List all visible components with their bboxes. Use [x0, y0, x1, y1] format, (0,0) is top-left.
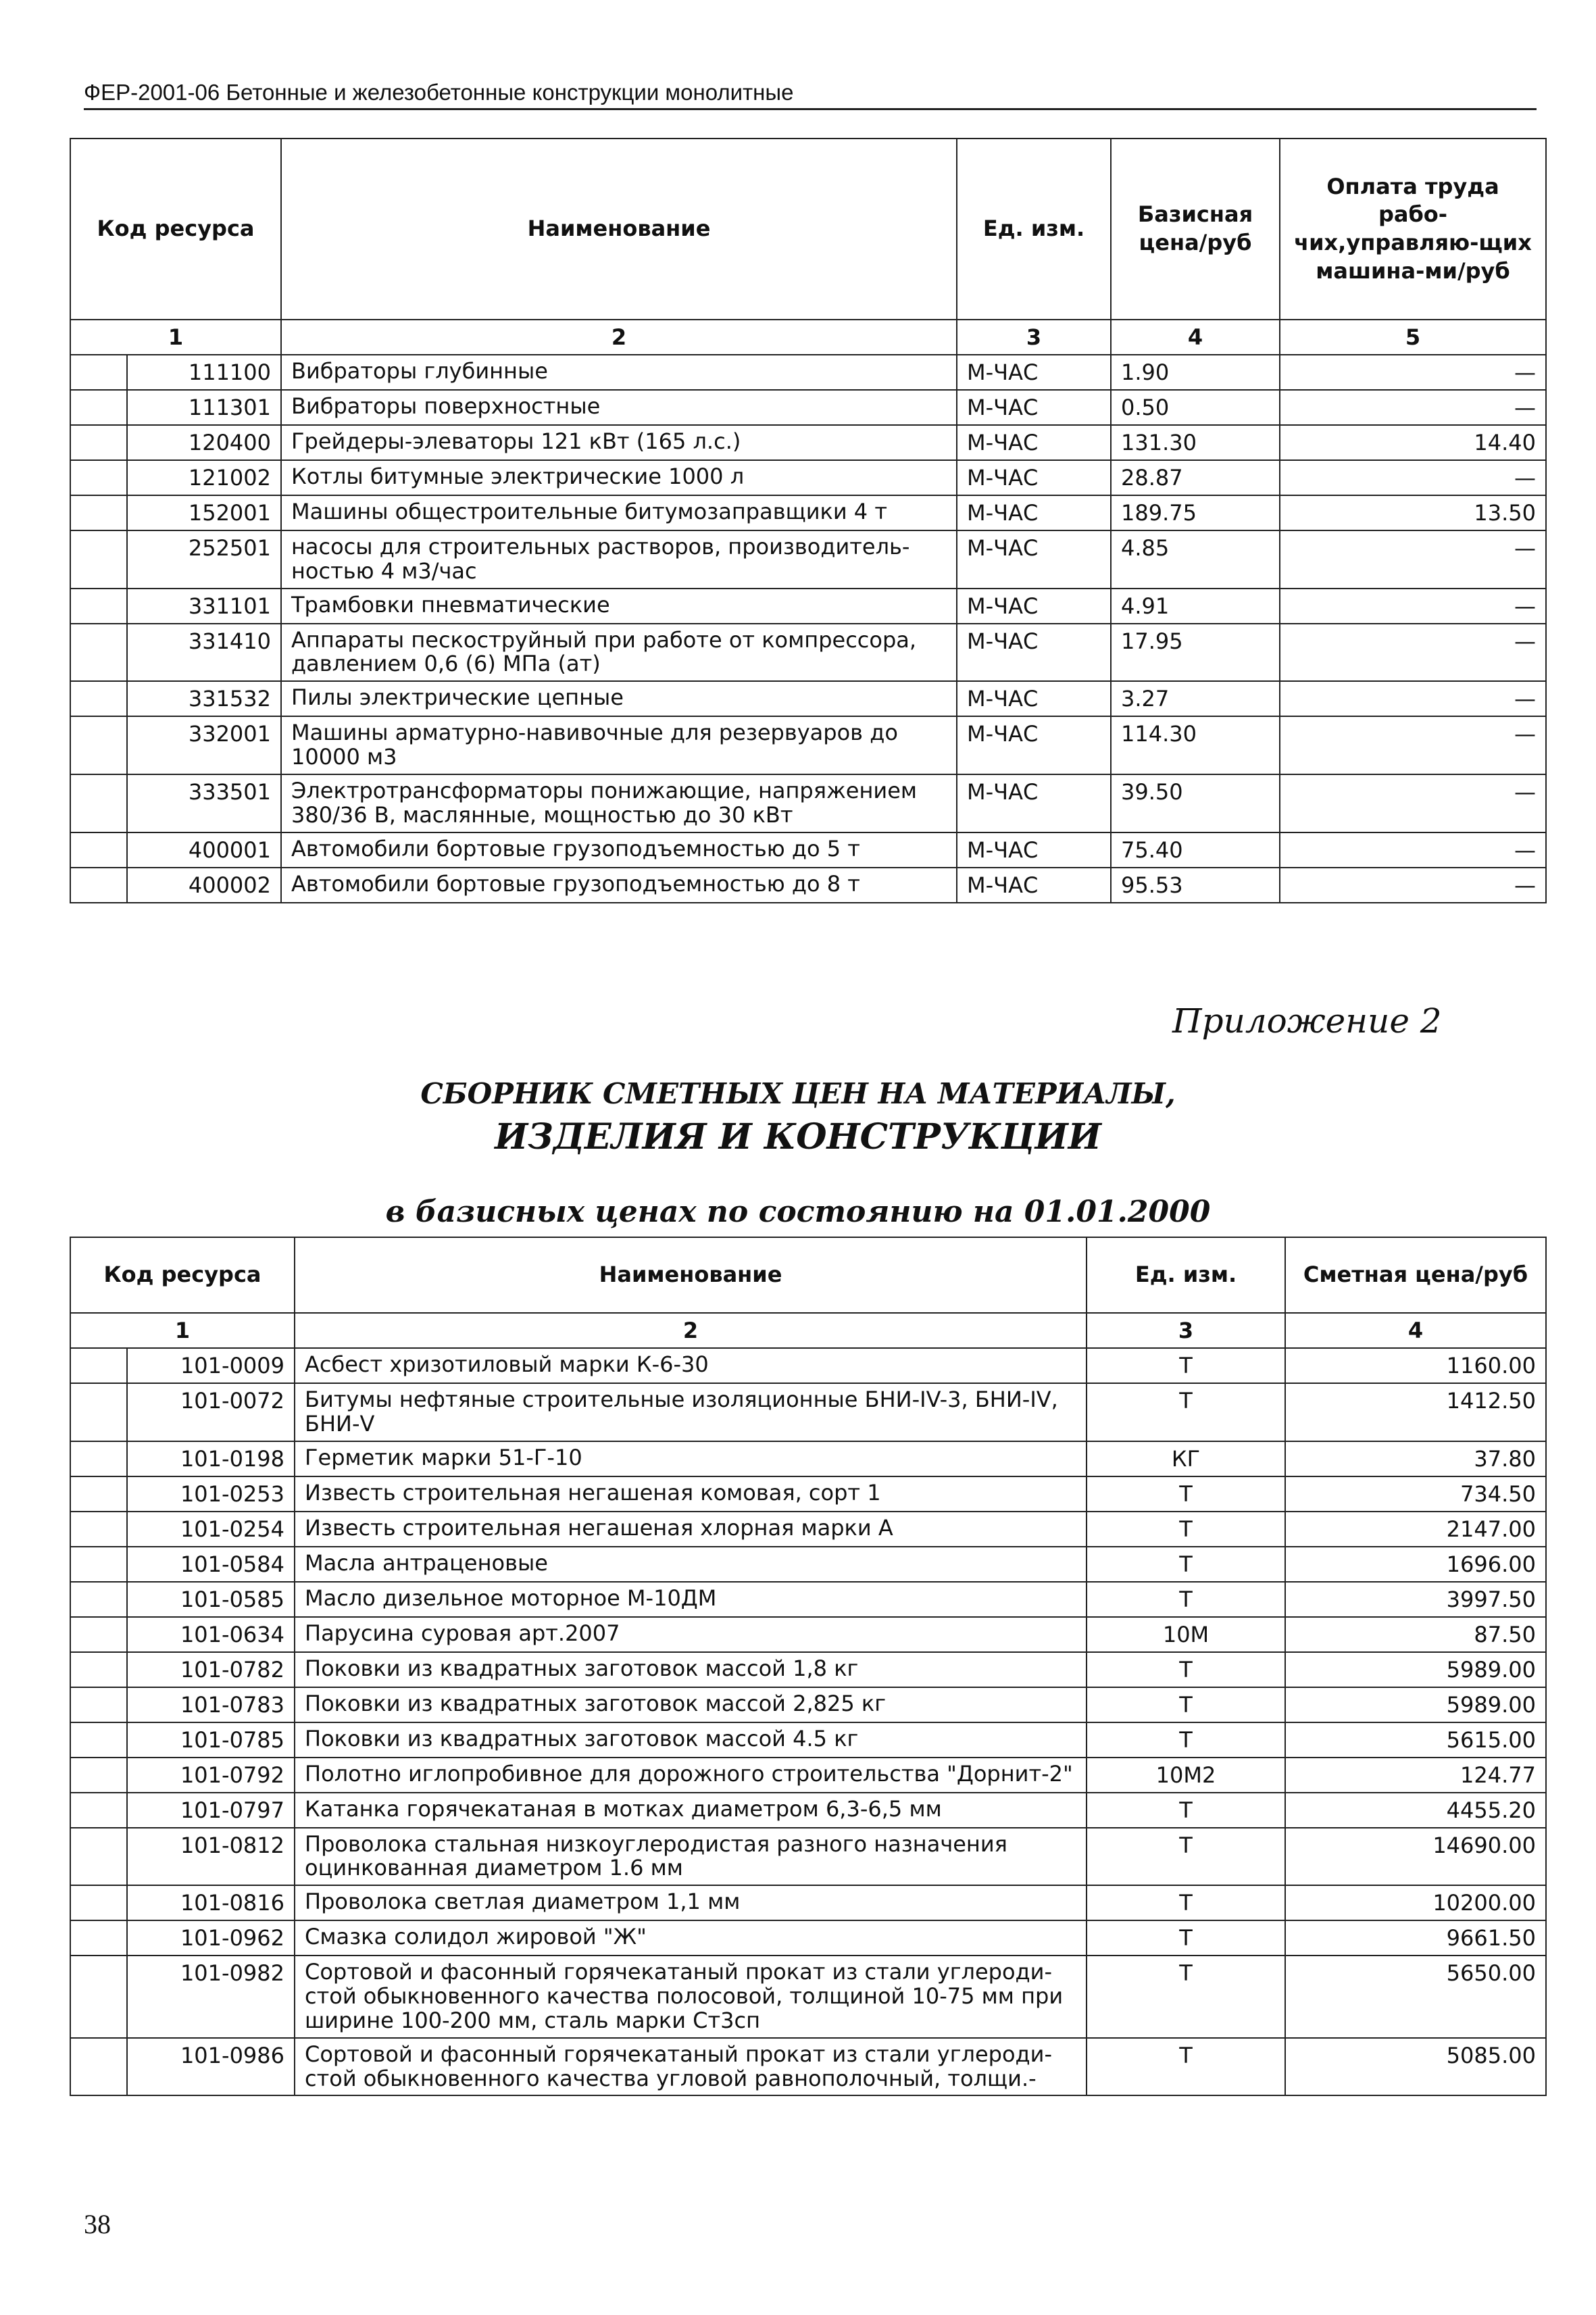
estimated-price: 10200.00 — [1285, 1885, 1546, 1920]
labor-cost: — — [1280, 624, 1546, 682]
resource-unit: М-ЧАС — [957, 774, 1111, 832]
header-price: Базисная цена/руб — [1111, 139, 1280, 320]
row-margin-cell — [70, 1687, 127, 1722]
row-margin-cell — [70, 624, 127, 682]
resource-name: Сортовой и фасонный горячекатаный прокат из стали углероди-стой обыкновенного качества угловой равнополочный, толщи.- — [295, 2038, 1087, 2096]
base-price: 3.27 — [1111, 681, 1280, 716]
row-margin-cell — [70, 1793, 127, 1828]
resource-code: 101-0982 — [127, 1956, 295, 2037]
base-price: 17.95 — [1111, 624, 1280, 682]
resource-code: 101-0782 — [127, 1652, 295, 1687]
labor-cost: — — [1280, 355, 1546, 390]
column-numbers-row — [70, 1313, 1546, 1348]
table-row — [70, 1722, 1546, 1758]
resource-code: 400001 — [127, 832, 281, 868]
resource-unit: Т — [1087, 1652, 1285, 1687]
machines-table-header — [70, 139, 1546, 320]
resource-unit: М-ЧАС — [957, 832, 1111, 868]
table-row — [70, 1793, 1546, 1828]
table-row — [70, 1383, 1546, 1441]
table-row — [70, 832, 1546, 868]
estimated-price: 14690.00 — [1285, 1828, 1546, 1886]
collection-title-line-2: ИЗДЕЛИЯ И КОНСТРУКЦИИ — [495, 1116, 1101, 1158]
resource-unit: Т — [1087, 1582, 1285, 1617]
resource-unit: М-ЧАС — [957, 589, 1111, 624]
header-unit: Ед. изм. — [1087, 1237, 1285, 1313]
table-row — [70, 1652, 1546, 1687]
estimated-price: 1160.00 — [1285, 1348, 1546, 1383]
resource-name: Поковки из квадратных заготовок массой 1,8 кг — [295, 1652, 1087, 1687]
row-margin-cell — [70, 1476, 127, 1512]
basis-line: в базисных ценах по состоянию на 01.01.2000 — [385, 1195, 1211, 1229]
resource-code: 111100 — [127, 355, 281, 390]
row-margin-cell — [70, 355, 127, 390]
base-price: 75.40 — [1111, 832, 1280, 868]
row-margin-cell — [70, 1383, 127, 1441]
row-margin-cell — [70, 681, 127, 716]
resource-unit: 10М — [1087, 1617, 1285, 1652]
materials-table — [70, 1237, 1547, 2096]
resource-unit: М-ЧАС — [957, 530, 1111, 589]
estimated-price: 3997.50 — [1285, 1582, 1546, 1617]
resource-code: 120400 — [127, 425, 281, 460]
table-row — [70, 1758, 1546, 1793]
resource-name: Масло дизельное моторное М-10ДМ — [295, 1582, 1087, 1617]
resource-code: 101-0198 — [127, 1441, 295, 1476]
row-margin-cell — [70, 495, 127, 530]
table-row — [70, 1828, 1546, 1886]
resource-code: 332001 — [127, 716, 281, 774]
resource-name: Полотно иглопробивное для дорожного строительства "Дорнит-2" — [295, 1758, 1087, 1793]
resource-code: 101-0962 — [127, 1920, 295, 1956]
resource-name: Проволока светлая диаметром 1,1 мм — [295, 1885, 1087, 1920]
header-unit: Ед. изм. — [957, 139, 1111, 320]
row-margin-cell — [70, 832, 127, 868]
resource-name: Электротрансформаторы понижающие, напряжением 380/36 В, маслянные, мощностью до 30 кВт — [281, 774, 957, 832]
resource-unit: Т — [1087, 2038, 1285, 2096]
table-row — [70, 868, 1546, 903]
table-row — [70, 1441, 1546, 1476]
column-number: 4 — [1285, 1313, 1546, 1348]
resource-name: Трамбовки пневматические — [281, 589, 957, 624]
resource-name: Герметик марки 51-Г-10 — [295, 1441, 1087, 1476]
base-price: 4.85 — [1111, 530, 1280, 589]
table-row — [70, 589, 1546, 624]
resource-unit: 10М2 — [1087, 1758, 1285, 1793]
row-margin-cell — [70, 1348, 127, 1383]
header-code: Код ресурса — [70, 139, 281, 320]
header-price: Сметная цена/руб — [1285, 1237, 1546, 1313]
resource-name: Проволока стальная низкоуглеродистая разного назначения оцинкованная диаметром 1.6 мм — [295, 1828, 1087, 1886]
resource-unit: Т — [1087, 1547, 1285, 1582]
row-margin-cell — [70, 1441, 127, 1476]
table-row — [70, 1956, 1546, 2037]
machines-table — [70, 138, 1547, 903]
resource-name: Известь строительная негашеная хлорная марки А — [295, 1512, 1087, 1547]
labor-cost: — — [1280, 589, 1546, 624]
resource-unit: Т — [1087, 1793, 1285, 1828]
labor-cost: — — [1280, 460, 1546, 495]
resource-name: Сортовой и фасонный горячекатаный прокат из стали углероди-стой обыкновенного качества полосовой, толщиной 10-75 мм при ширине 100-200 мм, сталь марки Ст3сп — [295, 1956, 1087, 2037]
column-number: 1 — [70, 320, 281, 355]
resource-code: 101-0634 — [127, 1617, 295, 1652]
resource-code: 111301 — [127, 390, 281, 425]
resource-unit: КГ — [1087, 1441, 1285, 1476]
row-margin-cell — [70, 1758, 127, 1793]
materials-table-header — [70, 1237, 1546, 1313]
resource-name: Парусина суровая арт.2007 — [295, 1617, 1087, 1652]
resource-unit: Т — [1087, 1885, 1285, 1920]
table-row — [70, 1582, 1546, 1617]
row-margin-cell — [70, 1617, 127, 1652]
estimated-price: 37.80 — [1285, 1441, 1546, 1476]
row-margin-cell — [70, 1722, 127, 1758]
resource-code: 101-0986 — [127, 2038, 295, 2096]
table-row — [70, 624, 1546, 682]
table-row — [70, 2038, 1546, 2096]
page-number: 38 — [84, 2209, 111, 2239]
base-price: 28.87 — [1111, 460, 1280, 495]
resource-code: 101-0792 — [127, 1758, 295, 1793]
resource-name: Смазка солидол жировой "Ж" — [295, 1920, 1087, 1956]
collection-title-line-1: СБОРНИК СМЕТНЫХ ЦЕН НА МАТЕРИАЛЫ, — [420, 1077, 1176, 1110]
table-row — [70, 1512, 1546, 1547]
resource-name: Машины арматурно-навивочные для резервуаров до 10000 м3 — [281, 716, 957, 774]
labor-cost: — — [1280, 832, 1546, 868]
base-price: 0.50 — [1111, 390, 1280, 425]
table-row — [70, 530, 1546, 589]
estimated-price: 734.50 — [1285, 1476, 1546, 1512]
resource-name: Автомобили бортовые грузоподъемностью до 8 т — [281, 868, 957, 903]
table-row — [70, 355, 1546, 390]
resource-name: Известь строительная негашеная комовая, сорт 1 — [295, 1476, 1087, 1512]
resource-name: Битумы нефтяные строительные изоляционные БНИ-IV-3, БНИ-IV, БНИ-V — [295, 1383, 1087, 1441]
resource-code: 101-0254 — [127, 1512, 295, 1547]
labor-cost: — — [1280, 390, 1546, 425]
resource-code: 252501 — [127, 530, 281, 589]
resource-unit: М-ЧАС — [957, 390, 1111, 425]
resource-unit: М-ЧАС — [957, 681, 1111, 716]
resource-code: 121002 — [127, 460, 281, 495]
column-number: 5 — [1280, 320, 1546, 355]
resource-unit: М-ЧАС — [957, 355, 1111, 390]
labor-cost: — — [1280, 681, 1546, 716]
resource-name: Пилы электрические цепные — [281, 681, 957, 716]
row-margin-cell — [70, 2038, 127, 2096]
column-numbers-row — [70, 320, 1546, 355]
column-number: 1 — [70, 1313, 295, 1348]
table-row — [70, 1687, 1546, 1722]
resource-name: Катанка горячекатаная в мотках диаметром 6,3-6,5 мм — [295, 1793, 1087, 1828]
column-number: 3 — [1087, 1313, 1285, 1348]
resource-unit: Т — [1087, 1920, 1285, 1956]
table-row — [70, 425, 1546, 460]
resource-code: 400002 — [127, 868, 281, 903]
table-row — [70, 460, 1546, 495]
table-row — [70, 681, 1546, 716]
resource-name: Асбест хризотиловый марки К-6-30 — [295, 1348, 1087, 1383]
resource-unit: Т — [1087, 1512, 1285, 1547]
resource-unit: М-ЧАС — [957, 624, 1111, 682]
resource-name: насосы для строительных растворов, производитель-ностью 4 м3/час — [281, 530, 957, 589]
row-margin-cell — [70, 1828, 127, 1886]
row-margin-cell — [70, 1885, 127, 1920]
labor-cost: — — [1280, 716, 1546, 774]
table-row — [70, 390, 1546, 425]
row-margin-cell — [70, 390, 127, 425]
resource-unit: Т — [1087, 1476, 1285, 1512]
resource-code: 331532 — [127, 681, 281, 716]
labor-cost: 13.50 — [1280, 495, 1546, 530]
running-head: ФЕР-2001-06 Бетонные и железобетонные конструкции монолитные — [84, 80, 1537, 110]
column-number: 4 — [1111, 320, 1280, 355]
labor-cost: — — [1280, 774, 1546, 832]
resource-code: 101-0584 — [127, 1547, 295, 1582]
resource-code: 101-0253 — [127, 1476, 295, 1512]
table-row — [70, 495, 1546, 530]
estimated-price: 5615.00 — [1285, 1722, 1546, 1758]
estimated-price: 5989.00 — [1285, 1652, 1546, 1687]
table-row — [70, 716, 1546, 774]
row-margin-cell — [70, 1920, 127, 1956]
resource-name: Котлы битумные электрические 1000 л — [281, 460, 957, 495]
header-code: Код ресурса — [70, 1237, 295, 1313]
row-margin-cell — [70, 460, 127, 495]
resource-code: 331410 — [127, 624, 281, 682]
resource-code: 101-0816 — [127, 1885, 295, 1920]
resource-unit: Т — [1087, 1722, 1285, 1758]
resource-code: 101-0585 — [127, 1582, 295, 1617]
resource-unit: М-ЧАС — [957, 425, 1111, 460]
resource-unit: М-ЧАС — [957, 868, 1111, 903]
base-price: 4.91 — [1111, 589, 1280, 624]
column-number: 2 — [281, 320, 957, 355]
resource-name: Грейдеры-элеваторы 121 кВт (165 л.с.) — [281, 425, 957, 460]
resource-name: Масла антраценовые — [295, 1547, 1087, 1582]
row-margin-cell — [70, 774, 127, 832]
table-row — [70, 1617, 1546, 1652]
resource-unit: М-ЧАС — [957, 460, 1111, 495]
row-margin-cell — [70, 425, 127, 460]
table-row — [70, 1348, 1546, 1383]
resource-code: 152001 — [127, 495, 281, 530]
column-number: 2 — [295, 1313, 1087, 1348]
resource-name: Вибраторы поверхностные — [281, 390, 957, 425]
resource-unit: М-ЧАС — [957, 495, 1111, 530]
header-name: Наименование — [281, 139, 957, 320]
row-margin-cell — [70, 1652, 127, 1687]
estimated-price: 87.50 — [1285, 1617, 1546, 1652]
estimated-price: 124.77 — [1285, 1758, 1546, 1793]
resource-name: Машины общестроительные битумозаправщики 4 т — [281, 495, 957, 530]
labor-cost: — — [1280, 868, 1546, 903]
base-price: 131.30 — [1111, 425, 1280, 460]
row-margin-cell — [70, 1512, 127, 1547]
estimated-price: 5650.00 — [1285, 1956, 1546, 2037]
header-name: Наименование — [295, 1237, 1087, 1313]
resource-code: 101-0009 — [127, 1348, 295, 1383]
table-row — [70, 1885, 1546, 1920]
labor-cost: — — [1280, 530, 1546, 589]
resource-unit: Т — [1087, 1687, 1285, 1722]
table-row — [70, 1547, 1546, 1582]
row-margin-cell — [70, 530, 127, 589]
estimated-price: 5085.00 — [1285, 2038, 1546, 2096]
resource-unit: Т — [1087, 1348, 1285, 1383]
resource-unit: Т — [1087, 1383, 1285, 1441]
header-labor: Оплата труда рабо-чих,управляю-щих машина-ми/руб — [1280, 139, 1546, 320]
row-margin-cell — [70, 1547, 127, 1582]
column-number: 3 — [957, 320, 1111, 355]
estimated-price: 1412.50 — [1285, 1383, 1546, 1441]
resource-name: Автомобили бортовые грузоподъемностью до 5 т — [281, 832, 957, 868]
estimated-price: 5989.00 — [1285, 1687, 1546, 1722]
table-row — [70, 1476, 1546, 1512]
resource-unit: М-ЧАС — [957, 716, 1111, 774]
appendix-label: Приложение 2 — [1172, 1001, 1442, 1041]
row-margin-cell — [70, 868, 127, 903]
estimated-price: 2147.00 — [1285, 1512, 1546, 1547]
base-price: 1.90 — [1111, 355, 1280, 390]
resource-code: 331101 — [127, 589, 281, 624]
resource-unit: Т — [1087, 1956, 1285, 2037]
base-price: 189.75 — [1111, 495, 1280, 530]
row-margin-cell — [70, 1956, 127, 2037]
base-price: 114.30 — [1111, 716, 1280, 774]
base-price: 95.53 — [1111, 868, 1280, 903]
table-row — [70, 774, 1546, 832]
estimated-price: 9661.50 — [1285, 1920, 1546, 1956]
row-margin-cell — [70, 589, 127, 624]
estimated-price: 4455.20 — [1285, 1793, 1546, 1828]
resource-name: Аппараты пескоструйный при работе от компрессора, давлением 0,6 (6) МПа (ат) — [281, 624, 957, 682]
resource-code: 101-0812 — [127, 1828, 295, 1886]
table-row — [70, 1920, 1546, 1956]
resource-name: Поковки из квадратных заготовок массой 4.5 кг — [295, 1722, 1087, 1758]
resource-name: Поковки из квадратных заготовок массой 2,825 кг — [295, 1687, 1087, 1722]
resource-code: 101-0072 — [127, 1383, 295, 1441]
base-price: 39.50 — [1111, 774, 1280, 832]
resource-code: 101-0797 — [127, 1793, 295, 1828]
resource-code: 101-0783 — [127, 1687, 295, 1722]
row-margin-cell — [70, 1582, 127, 1617]
resource-code: 101-0785 — [127, 1722, 295, 1758]
estimated-price: 1696.00 — [1285, 1547, 1546, 1582]
resource-code: 333501 — [127, 774, 281, 832]
labor-cost: 14.40 — [1280, 425, 1546, 460]
resource-unit: Т — [1087, 1828, 1285, 1886]
row-margin-cell — [70, 716, 127, 774]
resource-name: Вибраторы глубинные — [281, 355, 957, 390]
